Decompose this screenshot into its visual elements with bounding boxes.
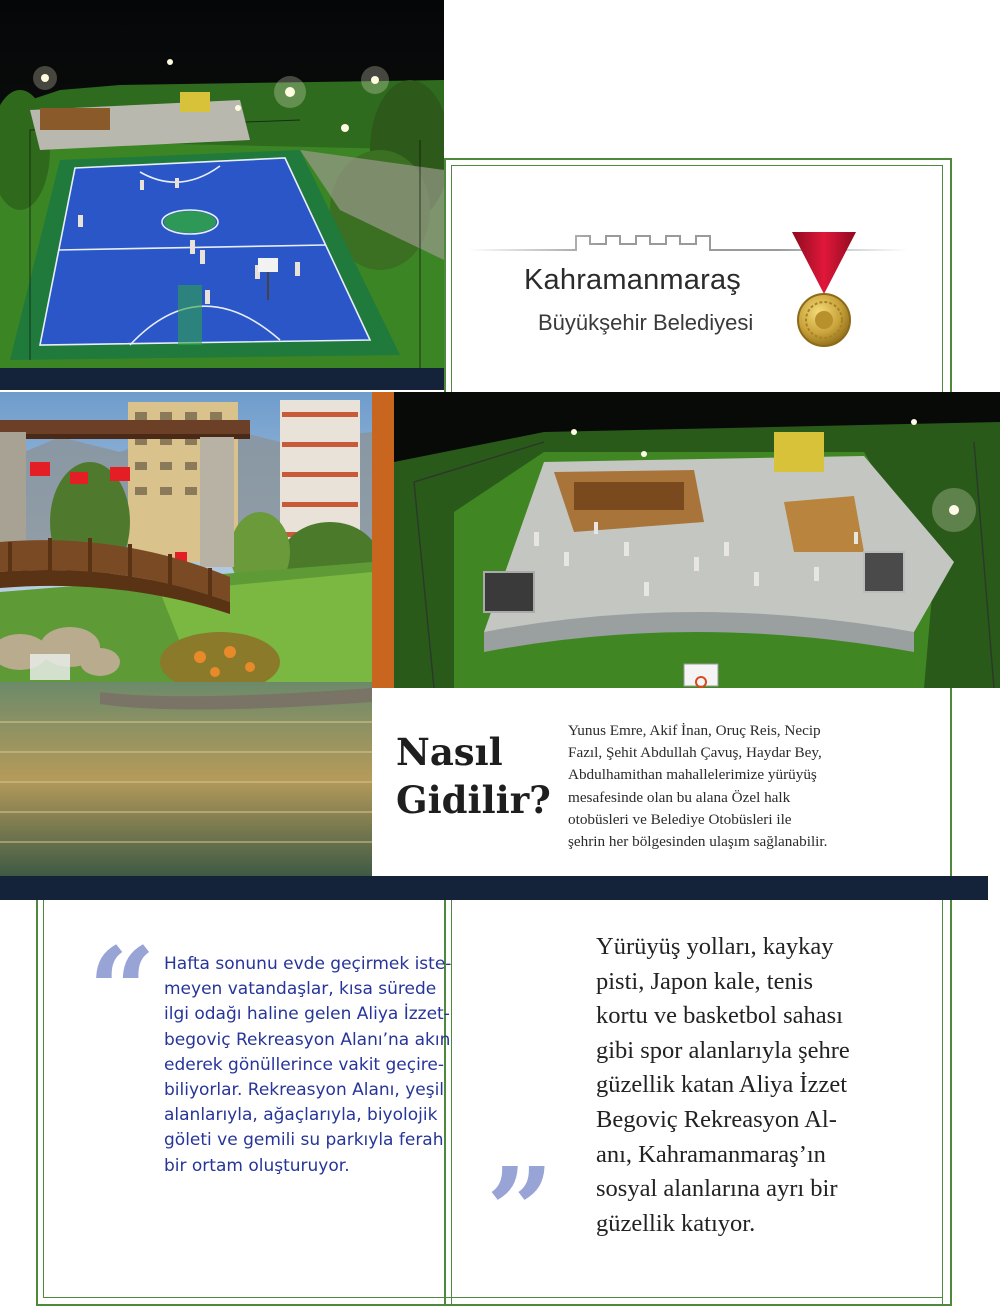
pull-quote: [164, 952, 504, 1179]
skate-park-night-photo: [394, 392, 1000, 688]
info-line: Abdulhamithan mahallelerimize yürüyüş: [568, 766, 817, 784]
navy-bar-top: [0, 368, 444, 390]
info-line: Fazıl, Şehit Abdullah Çavuş, Haydar Bey,: [568, 744, 822, 762]
body-line: Begoviç Rekreasyon Al-: [596, 1105, 837, 1133]
medal-icon: [788, 230, 860, 352]
body-line: sosyal alanlarına ayrı bir: [596, 1175, 838, 1203]
body-line: pisti, Japon kale, tenis: [596, 967, 814, 995]
close-quote-icon: ”: [486, 1141, 554, 1280]
info-line: Yunus Emre, Akif İnan, Oruç Reis, Necip: [568, 722, 821, 739]
quote-line: ilgi odağı haline gelen Aliya İzzet-: [164, 1004, 450, 1025]
how-to-get-heading: [396, 728, 551, 824]
basketball-court-illustration: [0, 0, 444, 368]
open-quote-icon: “: [88, 921, 156, 1060]
info-line: otobüsleri ve Belediye Otobüsleri ile: [568, 810, 792, 828]
body-line: kortu ve basketbol sahası: [596, 1002, 843, 1030]
brand-name: Kahramanmaraş: [524, 264, 741, 296]
body-line: güzellik katan Aliya İzzet: [596, 1071, 848, 1099]
body-line: güzellik katıyor.: [596, 1209, 756, 1237]
body-paragraph: [596, 930, 896, 1241]
body-line: anı, Kahramanmaraş’ın: [596, 1140, 826, 1168]
quote-line: bir ortam oluşturuyor.: [164, 1155, 350, 1176]
body-line: gibi spor alanlarıyla şehre: [596, 1036, 850, 1064]
quote-line: begoviç Rekreasyon Alanı’na akın: [164, 1029, 451, 1050]
info-line: mesafesinde olan bu alana Özel halk: [568, 788, 791, 806]
info-line: şehrin her bölgesinden ulaşım sağlanabilir.: [568, 833, 828, 851]
quote-line: göleti ve gemili su parkıyla ferah: [164, 1130, 444, 1151]
wooden-bridge-pond-photo: [0, 392, 372, 876]
quote-line: biliyorlar. Rekreasyon Alanı, yeşil: [164, 1080, 445, 1101]
heading-line-1: Nasıl: [396, 730, 503, 774]
quote-line: meyen vatandaşlar, kısa sürede: [164, 979, 437, 1000]
brand-subtitle: Büyükşehir Belediyesi: [538, 310, 754, 335]
transport-info-text: [568, 720, 888, 853]
quote-line: ederek gönüllerince vakit geçire-: [164, 1054, 445, 1075]
quote-line: Hafta sonunu evde geçirmek iste-: [164, 954, 452, 974]
orange-divider: [372, 392, 394, 688]
basketball-court-night-photo: [0, 0, 444, 368]
body-line: Yürüyüş yolları, kaykay: [596, 933, 834, 960]
quote-line: alanlarıyla, ağaçlarıyla, biyolojik: [164, 1105, 438, 1126]
navy-bar-bottom: [0, 876, 988, 900]
heading-line-2: Gidilir?: [396, 778, 551, 822]
